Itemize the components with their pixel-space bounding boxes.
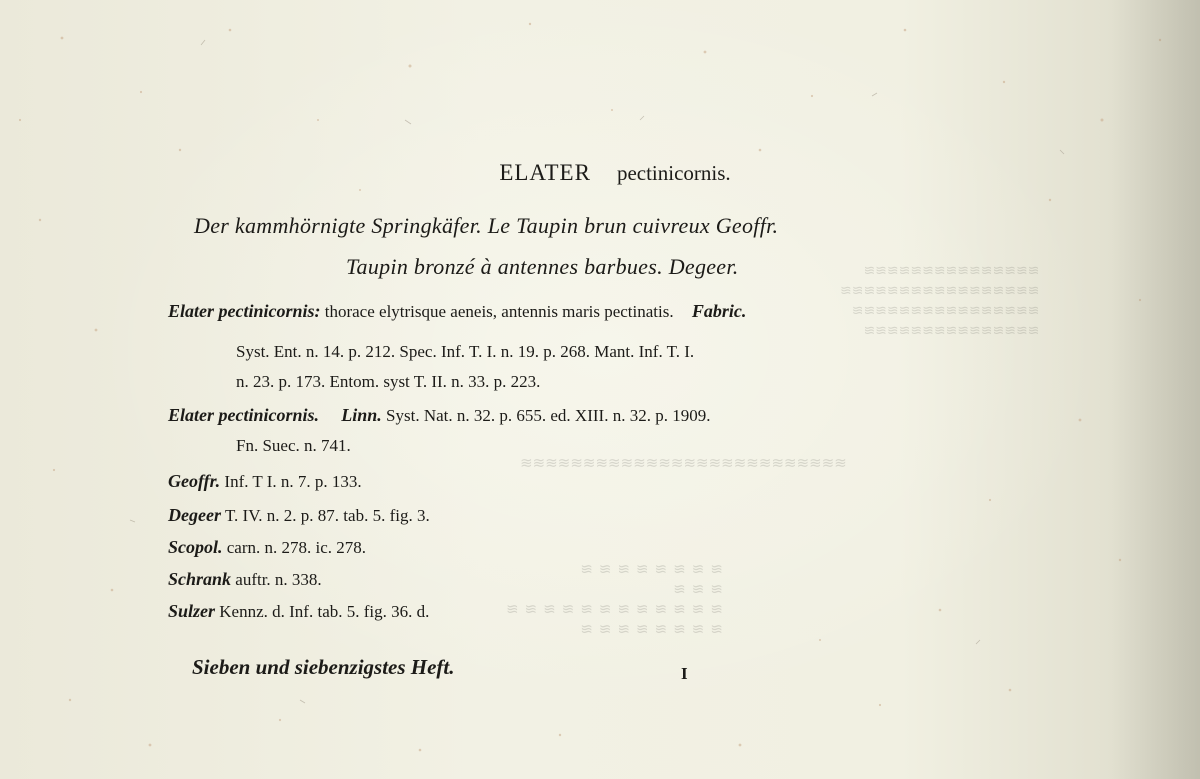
- reference-author: Elater pectinicornis:: [168, 301, 321, 321]
- species-name: pectinicornis.: [616, 161, 731, 185]
- genus-name: ELATER: [499, 160, 591, 185]
- reference-entry: [168, 504, 430, 527]
- bleed-through-stamp: ≋≋≋≋≋≋≋≋ ≋≋≋ ≋≋≋≋≋≋≋≋≋≋≋≋ ≋≋≋≋≋≋≋≋: [500, 562, 723, 638]
- reference-entry: [168, 300, 746, 323]
- reference-text: T. IV. n. 2. p. 87. tab. 5. fig. 3.: [224, 506, 430, 525]
- reference-author: Schrank: [168, 569, 232, 589]
- signature-mark: I: [681, 664, 688, 683]
- reference-entry: [168, 536, 366, 559]
- reference-author: Scopol.: [168, 537, 223, 557]
- reference-continuation: Fn. Suec. n. 741.: [236, 436, 351, 455]
- reference-text: carn. n. 278. ic. 278.: [226, 538, 367, 557]
- reference-entry: [168, 600, 429, 623]
- reference-continuation: n. 23. p. 173. Entom. syst T. II. n. 33. p. 223.: [236, 372, 541, 391]
- reference-author-suffix: Fabric.: [691, 301, 747, 321]
- reference-text: auftr. n. 338.: [235, 570, 322, 589]
- reference-text: Kennz. d. Inf. tab. 5. fig. 36. d.: [219, 602, 430, 621]
- bleed-through-text-right: ≋≋≋≋≋≋≋≋≋≋≋≋≋≋≋ ≋≋≋≋≋≋≋≋≋≋≋≋≋≋≋≋≋ ≋≋≋≋≋≋≋≋≋≋≋≋≋≋≋≋ ≋≋≋≋≋≋≋≋≋≋≋≋≋≋≋: [840, 264, 1040, 339]
- vernacular-names-line-2: Taupin bronzé à antennes barbues. Degeer.: [346, 254, 739, 279]
- reference-continuation: Syst. Ent. n. 14. p. 212. Spec. Inf. T. I. n. 19. p. 268. Mant. Inf. T. I.: [236, 342, 695, 361]
- reference-author: Geoffr.: [168, 471, 221, 491]
- reference-author: Elater pectinicornis.: [168, 405, 320, 425]
- reference-entry: [168, 404, 710, 427]
- page-edge-shadow: [1110, 0, 1200, 779]
- reference-entry: [168, 568, 322, 591]
- reference-author: Sulzer: [168, 601, 216, 621]
- vernacular-names-line-1: Der kammhörnigte Springkäfer. Le Taupin brun cuivreux Geoffr.: [194, 213, 779, 238]
- reference-text: Inf. T I. n. 7. p. 133.: [224, 472, 362, 491]
- reference-author-mid: Linn.: [341, 405, 382, 425]
- reference-text: Syst. Nat. n. 32. p. 655. ed. XIII. n. 32. p. 1909.: [386, 406, 711, 425]
- bleed-through-caption: ≋≋≋≋≋≋≋≋≋≋≋≋≋≋≋≋≋≋≋≋≋≋≋≋≋≋: [520, 454, 847, 470]
- reference-author: Degeer: [168, 505, 221, 525]
- reference-text: thorace elytrisque aeneis, antennis maris pectinatis.: [324, 302, 674, 321]
- signature-line: Sieben und siebenzigstes Heft.: [192, 655, 455, 679]
- reference-entry: [168, 470, 362, 493]
- species-heading: [0, 160, 1200, 186]
